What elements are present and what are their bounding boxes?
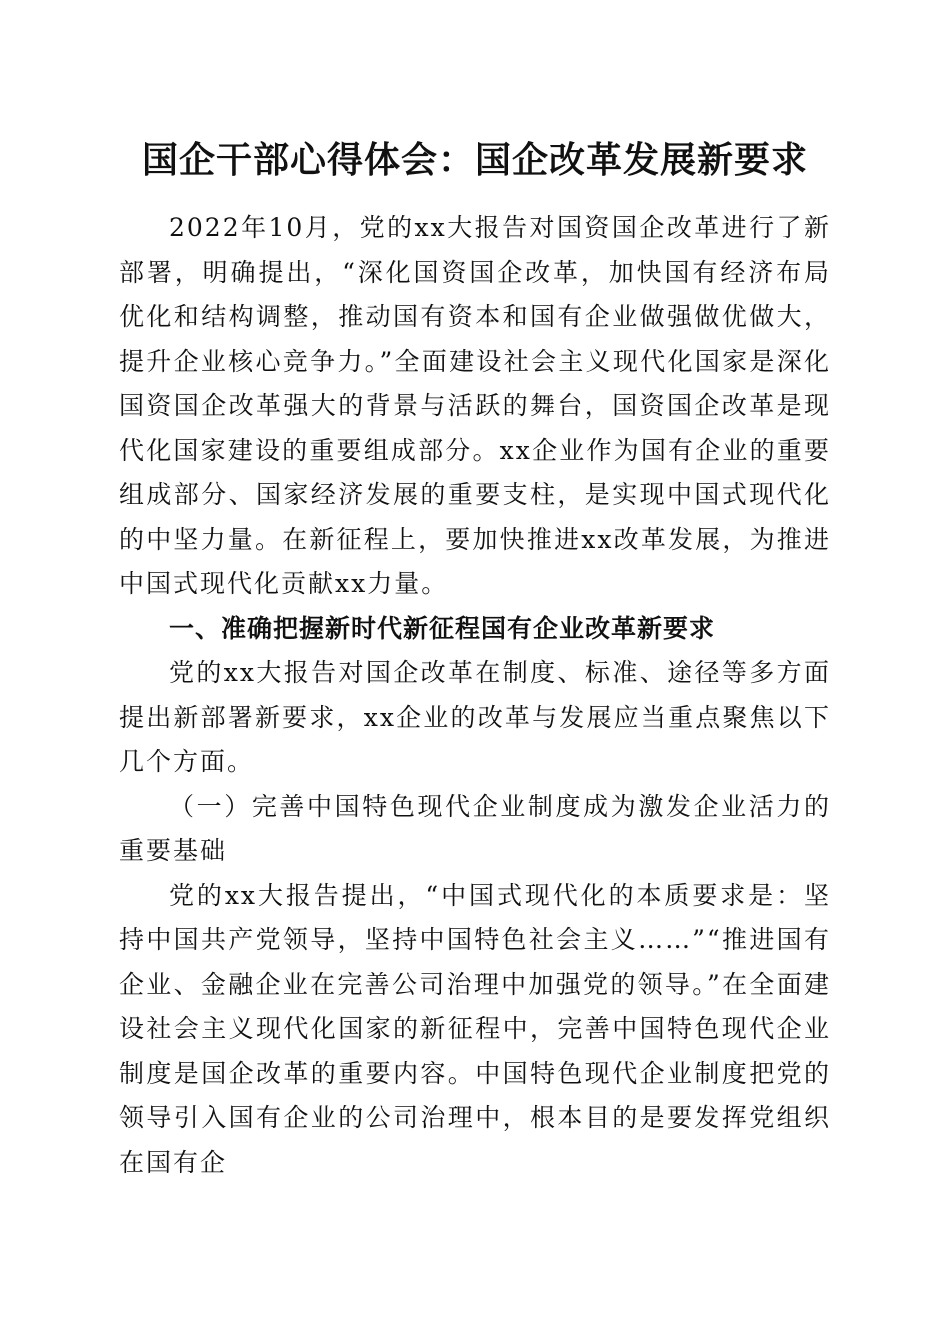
subsection-heading-1: （一）完善中国特色现代企业制度成为激发企业活力的重要基础 [119,791,831,865]
section-heading-1: 一、准确把握新时代新征程国有企业改革新要求 [169,613,716,643]
paragraph-section-1-intro: 党的xx大报告对国企改革在制度、标准、途径等多方面提出新部署新要求，xx企业的改革与发展应当重点聚焦以下几个方面。 [119,658,831,776]
paragraph-subsection-1: 党的xx大报告提出，“中国式现代化的本质要求是：坚持中国共产党领导，坚持中国特色社会主义……”“推进国有企业、金融企业在完善公司治理中加强党的领导。”在全面建设社会主义现代化国家的新征程中，完善中国特色现代企业制度是国企改革的重要内容。中国特色现代企业制度把党的领导引入国有企业的公司治理中，根本目的是要发挥党组织在国有企 [119,880,831,1177]
document-body [119,206,831,1185]
paragraph-intro: 2022年10月，党的xx大报告对国资国企改革进行了新部署，明确提出，“深化国资国企改革，加快国有经济布局优化和结构调整，推动国有资本和国有企业做强做优做大，提升企业核心竞争力。”全面建设社会主义现代化国家是深化国资国企改革强大的背景与活跃的舞台，国资国企改革是现代化国家建设的重要组成部分。xx企业作为国有企业的重要组成部分、国家经济发展的重要支柱，是实现中国式现代化的中坚力量。在新征程上，要加快推进xx改革发展，为推进中国式现代化贡献xx力量。 [119,213,831,598]
document-title: 国企干部心得体会：国企改革发展新要求 [141,139,808,181]
